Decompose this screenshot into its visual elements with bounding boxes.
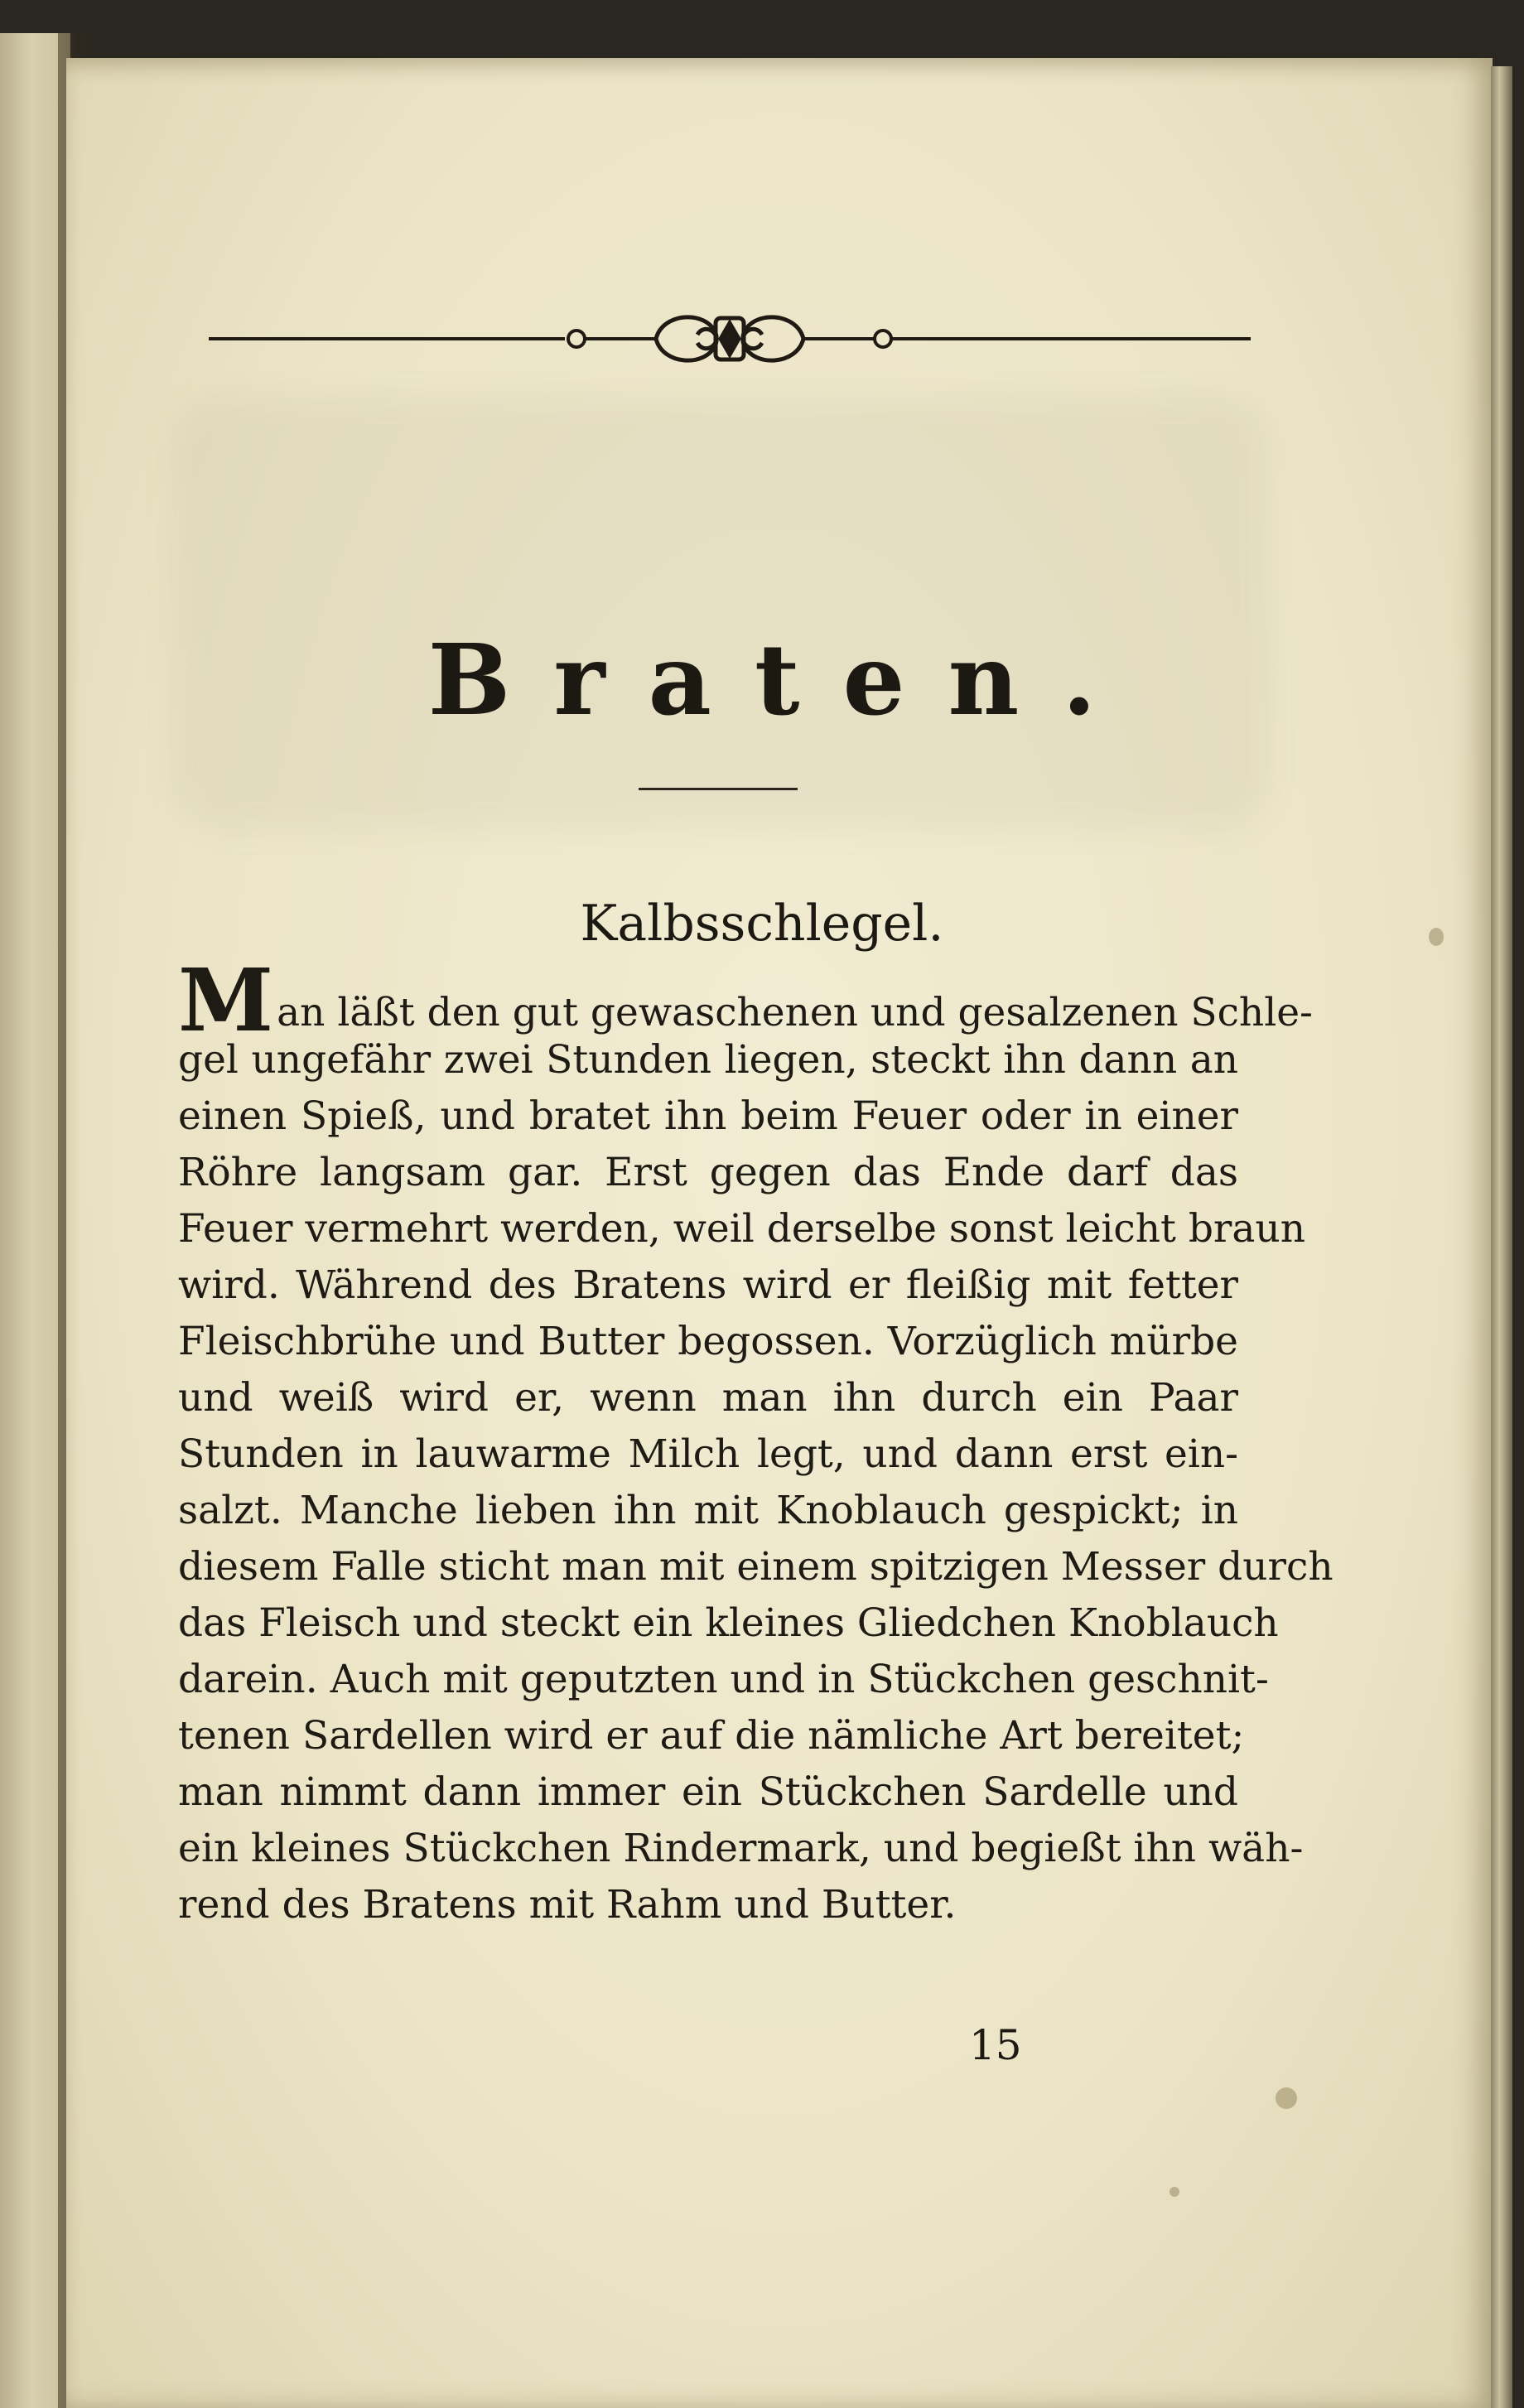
text-line: diesem Falle sticht man mit einem spitzigen Messer durch: [178, 1544, 1334, 1590]
ornament-dot-right: [875, 331, 891, 347]
show-through-text: [174, 398, 1267, 828]
text-line: und weiß wird er, wenn man ihn durch ein Paar: [178, 1375, 1238, 1421]
text-line: Stunden in lauwarme Milch legt, und dann erst ein-: [178, 1431, 1238, 1477]
text-line: ein kleines Stückchen Rindermark, und begießt ihn wäh-: [178, 1826, 1304, 1871]
drop-cap: M: [178, 949, 274, 1051]
text-line: rend des Bratens mit Rahm und Butter.: [178, 1882, 957, 1928]
heading-rule: [639, 788, 798, 790]
recipe-title: Kalbsschlegel.: [580, 895, 944, 953]
text-line: wird. Während des Bratens wird er fleißig mit fetter: [178, 1262, 1238, 1308]
text-line: tenen Sardellen wird er auf die nämliche Art bereitet;: [178, 1713, 1245, 1759]
text-line: Feuer vermehrt werden, weil derselbe sonst leicht braun: [178, 1206, 1305, 1252]
ornament-divider: [209, 300, 1251, 378]
text-line: Fleischbrühe und Butter begossen. Vorzüglich mürbe: [178, 1319, 1238, 1364]
foxing-spot: [1276, 2087, 1297, 2109]
text-line: das Fleisch und steckt ein kleines Gliedchen Knoblauch: [178, 1600, 1279, 1646]
text-line: salzt. Manche lieben ihn mit Knoblauch gespickt; in: [178, 1488, 1238, 1533]
foxing-spot: [1170, 2187, 1179, 2197]
chapter-heading: Braten.: [427, 622, 1140, 737]
text-line: darein. Auch mit geputzten und in Stückchen geschnit-: [178, 1657, 1269, 1702]
text-line: einen Spieß, und bratet ihn beim Feuer oder in einer: [178, 1093, 1238, 1139]
text-line: gel ungefähr zwei Stunden liegen, steckt ihn dann an: [178, 1037, 1238, 1083]
page-edge: [1491, 66, 1512, 2408]
scroll-ornament-icon: [656, 317, 803, 360]
text-line: Röhre langsam gar. Erst gegen das Ende darf das: [178, 1150, 1238, 1195]
ornament-dot-left: [568, 331, 585, 347]
text-line: Man läßt den gut gewaschenen und gesalzenen Schle-: [178, 949, 1313, 1051]
page-number: 15: [969, 2021, 1022, 2069]
recipe-body: [178, 949, 1334, 1933]
text-line: man nimmt dann immer ein Stückchen Sardelle und: [178, 1769, 1238, 1815]
